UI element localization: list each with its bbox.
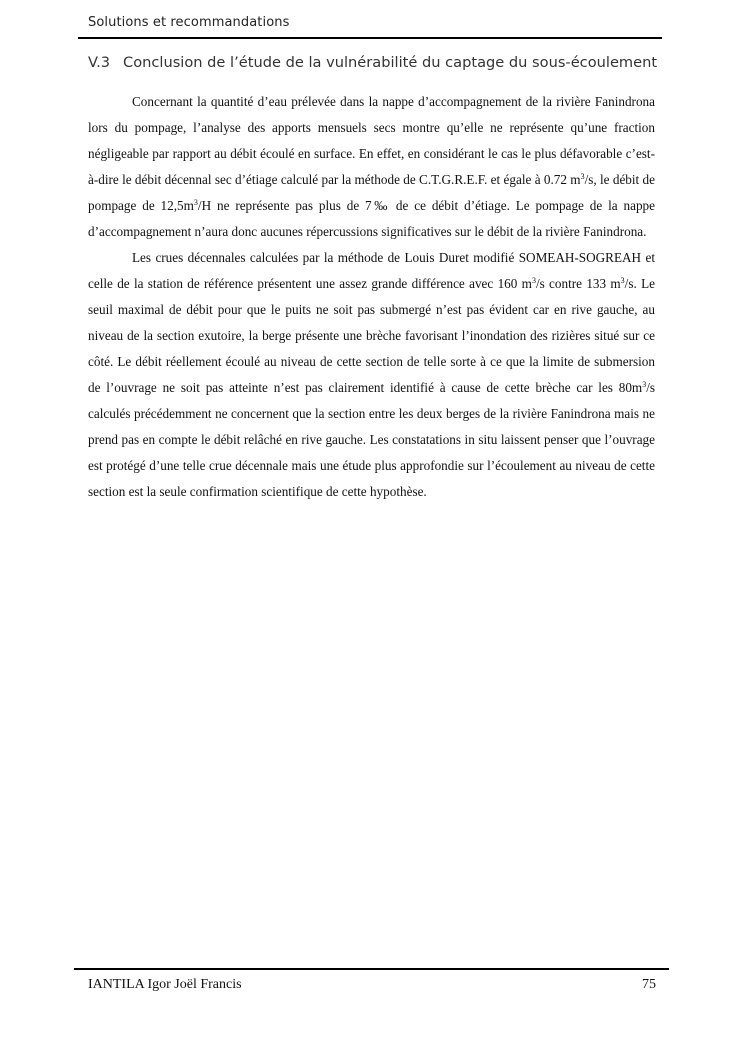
running-header: Solutions et recommandations <box>88 15 290 30</box>
paragraph-2-text-b: /s contre 133 m <box>535 276 621 291</box>
body-text <box>88 89 655 505</box>
footer-author: IANTILA Igor Joël Francis <box>88 977 242 992</box>
paragraph-2-text-a: Les crues décennales calculées par la méthode de Louis Duret modifié SOMEAH-SOGREAH et celle de la station de référence présentent une assez grande différence avec 160 m <box>88 250 655 291</box>
paragraph-2-text-d: /s calculés précédemment ne concernent que la section entre les deux berges de la rivière Fanindrona mais ne prend pas en compte le débit relâché en rive gauche. Les constatations in situ laissent penser que l’ouvrage est protégé d’une telle crue décennale mais une étude plus approfondie sur l’écoulement au niveau de cette section est la seule confirmation scientifique de cette hypothèse. <box>88 380 655 499</box>
header-divider <box>78 37 662 39</box>
superscript: 3 <box>620 276 625 285</box>
superscript: 3 <box>193 198 198 207</box>
page-number: 75 <box>642 977 656 992</box>
paragraph-2 <box>88 245 655 505</box>
superscript: 3 <box>531 276 536 285</box>
section-title: Conclusion de l’étude de la vulnérabilité du captage du sous-écoulement <box>123 54 658 71</box>
footer-divider <box>74 968 669 970</box>
section-number: V.3 <box>88 54 111 71</box>
superscript: 3 <box>580 172 585 181</box>
paragraph-1-text-a: Concernant la quantité d’eau prélevée dans la nappe d’accompagnement de la rivière Fanindrona lors du pompage, l’analyse des apports mensuels secs montre qu’elle ne représente qu’une fraction négligeable par rapport au débit écoulé en surface. En effet, en considérant le cas le plus défavorable c’est-à-dire le débit décennal sec d’étiage calculé par la méthode de C.T.G.R.E.F. et égale à 0.72 m <box>88 94 655 187</box>
paragraph-1-text-c: /H ne représente pas plus de 7‰ de ce débit d’étiage. Le pompage de la nappe d’accompagnement n’aura donc aucunes répercussions significatives sur le débit de la rivière Fanindrona. <box>88 198 656 239</box>
paragraph-2-text-c: /s. Le seuil maximal de débit pour que le puits ne soit pas submergé n’est pas évident car en rive gauche, au niveau de la section exutoire, la berge présente une brèche favorisant l’inondation des rizières situé sur ce côté. Le débit réellement écoulé au niveau de cette section de telle sorte à ce que la limite de submersion de l’ouvrage ne soit pas atteinte n’est pas clairement identifié à cause de cette brèche car les 80m <box>88 276 655 395</box>
superscript: 3 <box>642 380 647 389</box>
section-heading <box>88 54 657 71</box>
paragraph-1-text-b: /s, le débit de pompage de 12,5m <box>88 172 655 213</box>
paragraph-1 <box>88 89 655 245</box>
